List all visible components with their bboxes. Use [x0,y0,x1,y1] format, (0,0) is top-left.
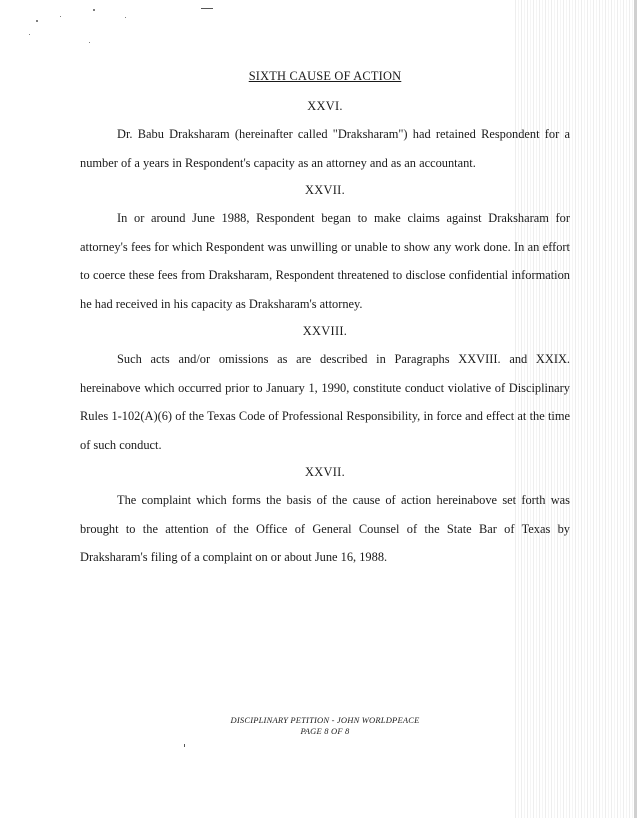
scan-speck [36,20,38,22]
paragraph-numeral: XXVII. [305,465,345,479]
page-footer [160,715,490,737]
scan-speck [60,16,61,17]
scan-speck [184,744,185,747]
footer-page-number: PAGE 8 OF 8 [300,726,350,736]
section-heading: SIXTH CAUSE OF ACTION [248,69,402,83]
document-body [80,62,570,572]
paragraph-text: The complaint which forms the basis of the cause of action hereinabove set forth was brought to the attention of the Office of General Counsel of the State Bar of Texas by Draksharam's filing of a complaint on or about June 16, 1988. [80,493,570,564]
paragraph-numeral: XXVIII. [302,324,348,338]
paragraph-text: In or around June 1988, Respondent began to make claims against Draksharam for attorney's fees for which Respondent was unwilling or unable to show any work done. In an effort to coerce these fees from Draksharam, Respondent threatened to disclose confidential information he had received in his capacity as Draksharam's attorney. [80,211,570,311]
paragraph-text: Dr. Babu Draksharam (hereinafter called "Draksharam") had retained Respondent for a number of a years in Respondent's capacity as an attorney and as an accountant. [80,127,570,170]
scan-mark [201,8,213,9]
scan-speck [89,42,90,43]
footer-title: DISCIPLINARY PETITION - JOHN WORLDPEACE [230,715,420,725]
scan-speck [93,9,95,11]
paragraph-numeral: XXVI. [307,99,343,113]
scan-speck [125,17,126,18]
paragraph-numeral: XXVII. [305,183,345,197]
scan-speck [29,34,30,35]
paragraph-text: Such acts and/or omissions as are described in Paragraphs XXVIII. and XXIX. hereinabove which occurred prior to January 1, 1990, constitute conduct violative of Disciplinary Rules 1-102(A)(6) of the Texas Code of Professional Responsibility, in force and effect at the time of such conduct. [80,352,570,452]
